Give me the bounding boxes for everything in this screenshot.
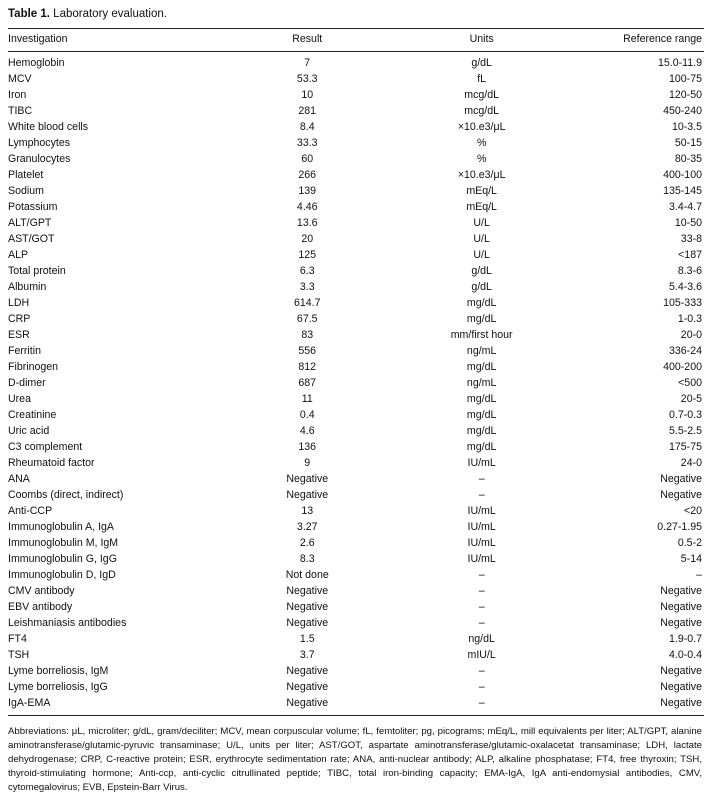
table-row (8, 583, 704, 599)
table-body (8, 52, 704, 716)
reference-range-cell: 100-75 (669, 73, 702, 85)
table-row (8, 215, 704, 231)
lab-table (8, 28, 704, 715)
result-cell: 7 (304, 57, 311, 69)
result-cell: Negative (286, 665, 329, 677)
table-row (8, 183, 704, 199)
investigation-cell: Lyme borreliosis, IgG (8, 681, 108, 693)
reference-range-cell: 24-0 (680, 457, 702, 469)
investigation-cell: Rheumatoid factor (8, 457, 95, 469)
table-row (8, 231, 704, 247)
units-cell: ng/dL (468, 633, 495, 645)
reference-range-cell: <500 (678, 377, 702, 389)
units-cell: mg/dL (466, 425, 497, 437)
reference-range-cell: – (696, 569, 702, 581)
table-row (8, 663, 704, 679)
units-cell: IU/mL (467, 553, 496, 565)
table-row (8, 439, 704, 455)
result-cell: 687 (298, 377, 317, 389)
table-row (8, 199, 704, 215)
result-cell: 67.5 (296, 313, 318, 325)
result-cell: 125 (298, 249, 317, 261)
reference-range-cell: 20-5 (680, 393, 702, 405)
reference-range-cell: 10-50 (674, 217, 702, 229)
reference-range-cell: 15.0-11.9 (658, 57, 702, 69)
result-cell: 4.6 (299, 425, 315, 437)
units-cell: – (478, 617, 485, 629)
reference-range-cell: 5.4-3.6 (669, 281, 702, 293)
result-cell: 8.3 (299, 553, 315, 565)
result-cell: 10 (301, 89, 314, 101)
table-row (8, 295, 704, 311)
result-cell: 281 (298, 105, 317, 117)
units-cell: – (478, 697, 485, 709)
units-cell: g/dL (471, 281, 492, 293)
table-row (8, 455, 704, 471)
result-cell: 614.7 (293, 297, 321, 309)
units-cell: mEq/L (466, 201, 497, 213)
investigation-cell: EBV antibody (8, 601, 73, 613)
reference-range-cell: 1.9-0.7 (669, 633, 702, 645)
units-cell: ×10.e3/μL (457, 169, 506, 181)
table-row (8, 279, 704, 295)
reference-range-cell: <187 (678, 249, 702, 261)
table-row (8, 247, 704, 263)
units-cell: – (478, 601, 485, 613)
table-row (8, 263, 704, 279)
units-cell: mm/first hour (450, 329, 513, 341)
investigation-cell: Lymphocytes (8, 137, 71, 149)
reference-range-cell: 80-35 (674, 153, 702, 165)
investigation-cell: Creatinine (8, 409, 57, 421)
table-row (8, 503, 704, 519)
header-result: Result (292, 33, 323, 45)
investigation-cell: CRP (8, 313, 31, 325)
table-caption-text: Laboratory evaluation. (53, 8, 167, 20)
investigation-cell: Albumin (8, 281, 47, 293)
table-row (8, 407, 704, 423)
table-row (8, 327, 704, 343)
units-cell: – (478, 585, 485, 597)
investigation-cell: Total protein (8, 265, 66, 277)
reference-range-cell: Negative (660, 697, 702, 709)
units-cell: – (478, 569, 485, 581)
units-cell: mIU/L (467, 649, 496, 661)
table-row (8, 679, 704, 695)
reference-range-cell: 0.5-2 (677, 537, 702, 549)
result-cell: 60 (301, 153, 314, 165)
reference-range-cell: 0.27-1.95 (657, 521, 702, 533)
investigation-cell: TSH (8, 649, 30, 661)
reference-range-cell: 4.0-0.4 (669, 649, 702, 661)
table-row (8, 647, 704, 663)
table-row (8, 391, 704, 407)
result-cell: 2.6 (299, 537, 315, 549)
reference-range-cell: 50-15 (674, 137, 702, 149)
units-cell: – (478, 681, 485, 693)
reference-range-cell: 5.5-2.5 (669, 425, 702, 437)
units-cell: mcg/dL (464, 89, 500, 101)
result-cell: 13.6 (296, 217, 318, 229)
investigation-cell: LDH (8, 297, 30, 309)
units-cell: IU/mL (467, 505, 496, 517)
table-row (8, 423, 704, 439)
reference-range-cell: 400-200 (663, 361, 702, 373)
investigation-cell: ANA (8, 473, 30, 485)
units-cell: g/dL (471, 265, 492, 277)
units-cell: mEq/L (466, 185, 497, 197)
result-cell: 4.46 (296, 201, 318, 213)
table-row (8, 119, 704, 135)
investigation-cell: Leishmaniasis antibodies (8, 617, 127, 629)
reference-range-cell: 3.4-4.7 (669, 201, 702, 213)
table-footnote: Abbreviations: μL, microliter; g/dL, gram/deciliter; MCV, mean corpuscular volume; fL, femtoliter; pg, picograms; mEq/L, mill equivalents per liter; ALT/GPT, alanine aminotransferase/glutamic-pyruvic transaminase; U/L, units per liter; AST/GOT, aspartate aminotransferase/glutamic-oxalacetat transaminase; LDH, lactate dehydrogenase; CRP, C-reactive protein; ESR, erythrocyte sedimentation rate; ANA, anti-nuclear antibody; ALP, alkaline phosphatase; FT4, free thyroxin; TSH, thyroid-stimulating hormone; Anti-ccp, anti-cyclic citrullinated peptide; TIBC, total iron-binding capacity; EMA-IgA, IgA anti-endomysial antibodies, CMV, cytomegalovirus; EVB, Epstein-Barr Virus. (8, 726, 702, 793)
result-cell: Negative (286, 617, 329, 629)
table-row (8, 615, 704, 631)
reference-range-cell: Negative (660, 681, 702, 693)
units-cell: U/L (473, 217, 490, 229)
units-cell: ng/mL (466, 377, 497, 389)
investigation-cell: Anti-CCP (8, 505, 53, 517)
investigation-cell: ALT/GPT (8, 217, 52, 229)
reference-range-cell: 1-0.3 (677, 313, 702, 325)
investigation-cell: Immunoglobulin D, IgD (8, 569, 116, 581)
reference-range-cell: 105-333 (663, 297, 702, 309)
units-cell: mg/dL (466, 361, 497, 373)
investigation-cell: Immunoglobulin G, IgG (8, 553, 117, 565)
investigation-cell: White blood cells (8, 121, 89, 133)
reference-range-cell: Negative (660, 585, 702, 597)
reference-range-cell: 33-8 (680, 233, 702, 245)
header-units: Units (469, 33, 494, 45)
units-cell: ×10.e3/μL (457, 121, 506, 133)
table-row (8, 103, 704, 119)
investigation-cell: Granulocytes (8, 153, 71, 165)
reference-range-cell: 400-100 (663, 169, 702, 181)
result-cell: Negative (286, 697, 329, 709)
result-cell: 266 (298, 169, 317, 181)
units-cell: mg/dL (466, 393, 497, 405)
result-cell: 83 (301, 329, 314, 341)
result-cell: Not done (285, 569, 329, 581)
investigation-cell: Ferritin (8, 345, 41, 357)
investigation-cell: ALP (8, 249, 29, 261)
investigation-cell: MCV (8, 73, 32, 85)
result-cell: 11 (301, 393, 313, 405)
table-row (8, 599, 704, 615)
table-row (8, 375, 704, 391)
header-investigation: Investigation (8, 33, 68, 45)
table-row (8, 151, 704, 167)
result-cell: 20 (301, 233, 314, 245)
units-cell: IU/mL (467, 537, 496, 549)
units-cell: – (478, 473, 485, 485)
investigation-cell: AST/GOT (8, 233, 55, 245)
reference-range-cell: 10-3.5 (671, 121, 702, 133)
reference-range-cell: 450-240 (663, 105, 702, 117)
investigation-cell: ESR (8, 329, 30, 341)
result-cell: 3.3 (299, 281, 315, 293)
units-cell: – (478, 665, 485, 677)
result-cell: 1.5 (299, 633, 315, 645)
reference-range-cell: 175-75 (669, 441, 702, 453)
result-cell: 13 (301, 505, 314, 517)
investigation-cell: Immunoglobulin M, IgM (8, 537, 119, 549)
table-caption-label: Table 1. (8, 8, 50, 20)
investigation-cell: IgA-EMA (8, 697, 51, 709)
result-cell: 33.3 (296, 137, 318, 149)
investigation-cell: Fibrinogen (8, 361, 59, 373)
units-cell: % (476, 153, 487, 165)
investigation-cell: C3 complement (8, 441, 83, 453)
units-cell: U/L (473, 249, 490, 261)
table-row (8, 52, 704, 72)
result-cell: Negative (286, 489, 329, 501)
reference-range-cell: 8.3-6 (677, 265, 702, 277)
table-row (8, 311, 704, 327)
result-cell: 8.4 (299, 121, 315, 133)
reference-range-cell: 20-0 (680, 329, 702, 341)
result-cell: 0.4 (299, 409, 315, 421)
header-reference-range: Reference range (623, 33, 702, 45)
units-cell: ng/mL (466, 345, 497, 357)
table-row (8, 135, 704, 151)
reference-range-cell: Negative (660, 601, 702, 613)
units-cell: – (478, 489, 485, 501)
units-cell: fL (477, 73, 487, 85)
units-cell: % (476, 137, 487, 149)
investigation-cell: D-dimer (8, 377, 46, 389)
table-bottom-rule (8, 715, 704, 716)
investigation-cell: Coombs (direct, indirect) (8, 489, 124, 501)
table-row (8, 567, 704, 583)
result-cell: 812 (298, 361, 317, 373)
investigation-cell: Immunoglobulin A, IgA (8, 521, 114, 533)
result-cell: 3.7 (299, 649, 315, 661)
table-row (8, 535, 704, 551)
table-row (8, 71, 704, 87)
result-cell: 9 (304, 457, 311, 469)
result-cell: Negative (286, 585, 329, 597)
units-cell: g/dL (471, 57, 492, 69)
units-cell: U/L (473, 233, 490, 245)
table-row (8, 551, 704, 567)
reference-range-cell: 120-50 (669, 89, 702, 101)
reference-range-cell: 5-14 (680, 553, 702, 565)
table-row (8, 359, 704, 375)
reference-range-cell: 0.7-0.3 (669, 409, 702, 421)
table-row (8, 519, 704, 535)
reference-range-cell: <20 (684, 505, 702, 517)
units-cell: mg/dL (466, 313, 497, 325)
investigation-cell: Uric acid (8, 425, 50, 437)
investigation-cell: Platelet (8, 169, 44, 181)
result-cell: Negative (286, 473, 329, 485)
investigation-cell: CMV antibody (8, 585, 75, 597)
table-row (8, 695, 704, 715)
investigation-cell: Hemoglobin (8, 57, 65, 69)
investigation-cell: Iron (8, 89, 27, 101)
reference-range-cell: Negative (660, 489, 702, 501)
investigation-cell: TIBC (8, 105, 33, 117)
table-row (8, 471, 704, 487)
investigation-cell: Urea (8, 393, 31, 405)
investigation-cell: FT4 (8, 633, 27, 645)
reference-range-cell: Negative (660, 473, 702, 485)
result-cell: 139 (298, 185, 317, 197)
result-cell: Negative (286, 601, 329, 613)
result-cell: 6.3 (299, 265, 315, 277)
table-row (8, 487, 704, 503)
units-cell: IU/mL (467, 521, 496, 533)
units-cell: IU/mL (467, 457, 496, 469)
units-cell: mg/dL (466, 409, 497, 421)
table-row (8, 343, 704, 359)
result-cell: Negative (286, 681, 329, 693)
result-cell: 136 (298, 441, 317, 453)
units-cell: mg/dL (466, 297, 497, 309)
investigation-cell: Sodium (8, 185, 44, 197)
reference-range-cell: 135-145 (663, 185, 702, 197)
table-row (8, 631, 704, 647)
table-header-row (8, 29, 704, 52)
table-row (8, 87, 704, 103)
result-cell: 556 (298, 345, 317, 357)
units-cell: mg/dL (466, 441, 497, 453)
table-caption (8, 6, 704, 22)
units-cell: mcg/dL (464, 105, 500, 117)
result-cell: 53.3 (296, 73, 318, 85)
result-cell: 3.27 (296, 521, 318, 533)
reference-range-cell: 336-24 (669, 345, 702, 357)
table-row (8, 167, 704, 183)
investigation-cell: Lyme borreliosis, IgM (8, 665, 109, 677)
investigation-cell: Potassium (8, 201, 58, 213)
reference-range-cell: Negative (660, 617, 702, 629)
reference-range-cell: Negative (660, 665, 702, 677)
